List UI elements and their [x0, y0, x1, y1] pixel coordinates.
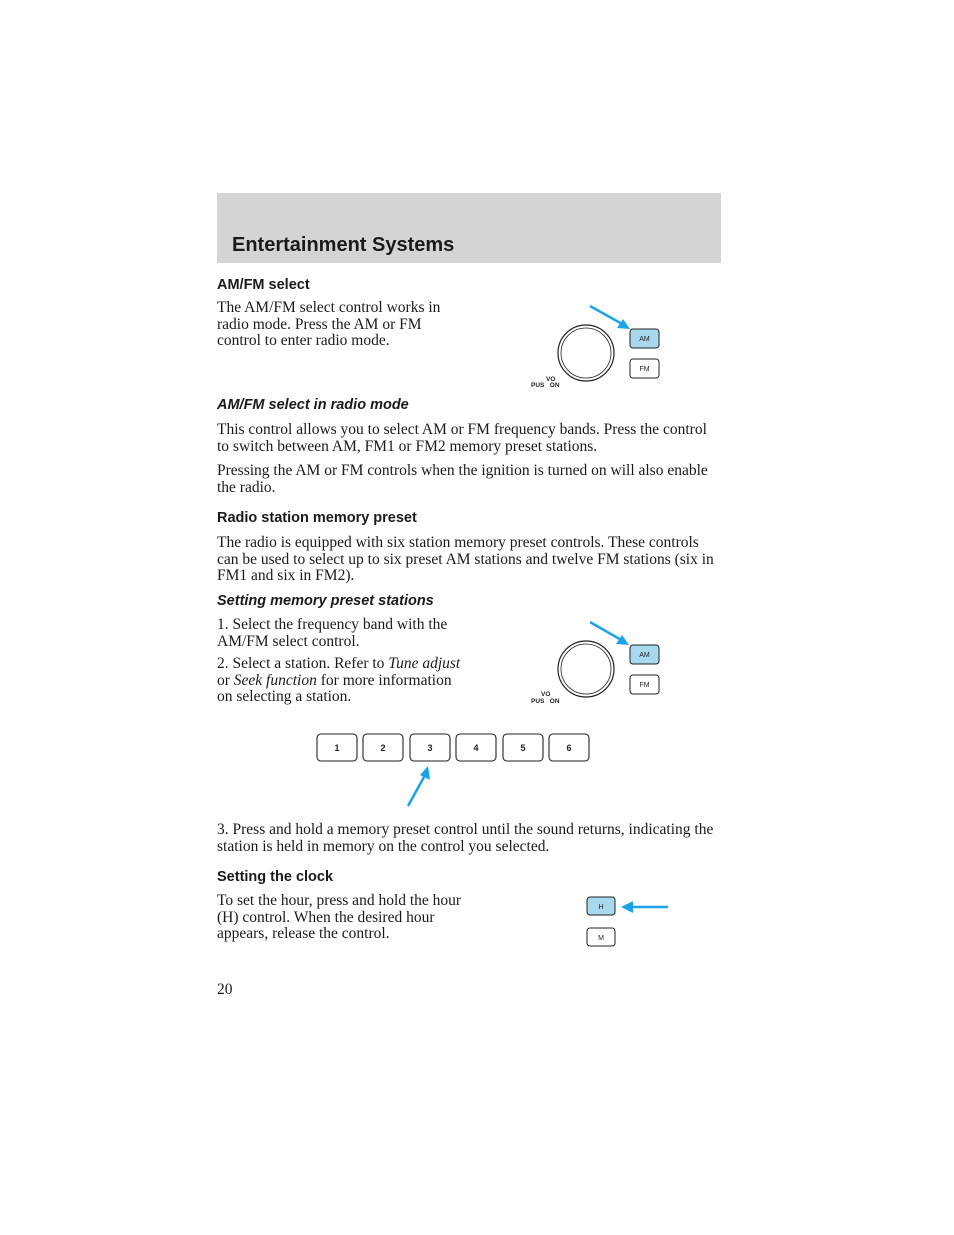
preset-button-1	[317, 734, 357, 761]
pointer-arrow-line	[590, 306, 624, 325]
section-header	[217, 193, 721, 263]
text-radio-mode-1: This control allows you to select AM or FM frequency bands. Press the control to switch between AM, FM1 or FM2 memory preset stations.	[217, 421, 707, 455]
svg-text:6: 6	[566, 743, 572, 753]
fm-button-label: FM	[639, 366, 650, 373]
preset-button-3	[410, 734, 450, 761]
pointer-arrow-line	[590, 622, 623, 641]
knob-label-top: VO	[541, 691, 551, 698]
radio-figure-amfm	[520, 300, 680, 395]
page-number: 20	[217, 981, 233, 998]
heading-clock: Setting the clock	[217, 869, 334, 885]
svg-text:1: 1	[334, 743, 340, 753]
pointer-arrow-head	[617, 319, 630, 329]
text-memory-preset: The radio is equipped with six station memory preset controls. These controls can be used to select up to six preset AM stations and twelve FM stations (six in FM1 and six in FM2).	[217, 534, 714, 584]
text-amfm-select: The AM/FM select control works in radio mode. Press the AM or FM control to enter radio mode.	[217, 299, 441, 349]
svg-text:5: 5	[520, 743, 526, 753]
pointer-arrow-head	[621, 901, 633, 913]
text-clock: To set the hour, press and hold the hour (H) control. When the desired hour appears, release the control.	[217, 892, 462, 942]
pointer-arrow-line	[408, 777, 424, 806]
preset-button-4	[456, 734, 496, 761]
preset-button-6	[549, 734, 589, 761]
volume-knob	[558, 325, 614, 381]
heading-setting-presets: Setting memory preset stations	[217, 593, 434, 609]
knob-label-bottom: PUS ON	[531, 382, 560, 389]
fm-button-label: FM	[639, 682, 650, 689]
radio-figure-presets	[520, 617, 680, 712]
text-radio-mode-2: Pressing the AM or FM controls when the ignition is turned on will also enable the radio.	[217, 462, 708, 496]
heading-amfm-select: AM/FM select	[217, 277, 310, 293]
heading-radio-mode: AM/FM select in radio mode	[217, 397, 409, 413]
svg-text:3: 3	[427, 743, 433, 753]
text-step-3: 3. Press and hold a memory preset control until the sound returns, indicating the station is held in memory on the control you selected.	[217, 821, 714, 855]
preset-button-2	[363, 734, 403, 761]
pointer-arrow-head	[420, 766, 430, 780]
knob-label-top: VO	[546, 376, 556, 383]
heading-memory-preset: Radio station memory preset	[217, 510, 417, 526]
knob-label-bottom: PUS ON	[531, 698, 560, 705]
text-step-2: 2. Select a station. Refer to Tune adjust or Seek function for more information on selecting a station.	[217, 655, 461, 705]
minute-button-label: M	[598, 935, 604, 942]
hour-button-label: H	[598, 904, 604, 911]
am-button-label: AM	[639, 336, 650, 343]
page-title: Entertainment Systems	[232, 234, 455, 256]
pointer-arrow-head	[616, 635, 629, 645]
preset-buttons-figure	[310, 728, 600, 810]
am-button-label: AM	[639, 652, 650, 659]
svg-text:4: 4	[473, 743, 479, 753]
clock-buttons-figure	[580, 890, 680, 955]
volume-knob	[558, 641, 614, 697]
preset-button-5	[503, 734, 543, 761]
text-step-1: 1. Select the frequency band with the AM/FM select control.	[217, 616, 448, 650]
svg-text:2: 2	[380, 743, 386, 753]
